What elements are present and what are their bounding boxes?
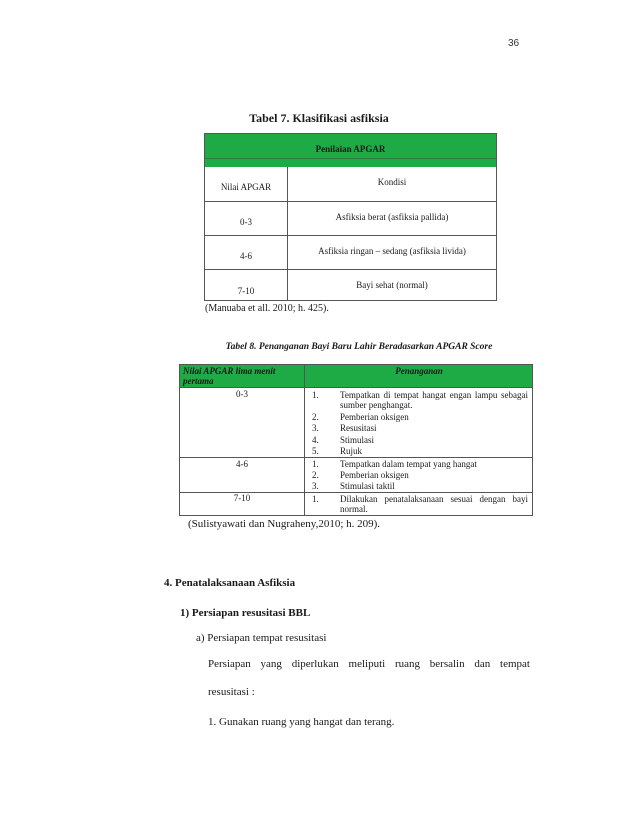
list-item: Stimulasi taktil: [340, 481, 395, 491]
table8-row-nilai: 4-6: [236, 459, 248, 469]
list-item-number: 1.: [312, 494, 319, 504]
table7-group-header-label: Penilaian APGAR: [315, 144, 386, 154]
table7-source: (Manuaba et all. 2010; h. 425).: [205, 303, 329, 314]
table8-source: (Sulistyawati dan Nugraheny,2010; h. 209).: [188, 518, 381, 530]
table8-title: Tabel 8. Penanganan Bayi Baru Lahir Beradasarkan APGAR Score: [225, 342, 493, 352]
list-item-number: 3.: [312, 423, 319, 433]
list-item: Pemberian oksigen: [340, 412, 409, 422]
table7-row-divider: [205, 201, 496, 202]
table8: [179, 364, 533, 516]
paragraph-line: resusitasi :: [208, 686, 255, 698]
list-item-number: 5.: [312, 446, 319, 456]
list-item-number: 2.: [312, 412, 319, 422]
list-item: Stimulasi: [340, 435, 375, 445]
list-item-number: 2.: [312, 470, 319, 480]
numbered-item: 1. Gunakan ruang yang hangat dan terang.: [208, 716, 395, 728]
table8-header: [180, 365, 532, 387]
table8-col1-header: Nilai APGAR lima menit pertama: [183, 366, 276, 386]
table8-row-divider: [180, 457, 532, 458]
table7-row-kondisi: Asfiksia ringan – sedang (asfiksia livida): [318, 246, 466, 256]
list-item: Dilakukan penatalaksanaan sesuai dengan bayi normal.: [340, 494, 528, 514]
table7-row-nilai: 4-6: [240, 251, 252, 261]
table7-row-divider: [205, 235, 496, 236]
paragraph-line: Persiapan yang diperlukan meliputi ruang bersalin dan tempat: [208, 658, 530, 670]
table7-row-divider: [205, 269, 496, 270]
sub-item-a: a) Persiapan tempat resusitasi: [196, 632, 327, 644]
table7-group-header: [205, 134, 496, 167]
table8-row-nilai: 7-10: [233, 493, 251, 503]
list-item-number: 3.: [312, 481, 319, 491]
list-item-number: 1.: [312, 459, 319, 469]
page-number: 36: [508, 38, 520, 49]
list-item: Rujuk: [340, 446, 363, 456]
table8-row-divider: [180, 387, 532, 388]
table7-row-nilai: 7-10: [237, 286, 255, 296]
section-heading: 4. Penatalaksanaan Asfiksia: [164, 577, 296, 589]
table8-row-nilai: 0-3: [236, 389, 248, 399]
table7-row-kondisi: Asfiksia berat (asfiksia pallida): [335, 212, 449, 222]
list-item: Pemberian oksigen: [340, 470, 409, 480]
table7-col1-header: Nilai APGAR: [220, 182, 272, 192]
table7-col2-header: Kondisi: [377, 177, 407, 187]
list-item: Tempatkan di tempat hangat engan lampu sebagai sumber penghangat.: [340, 390, 528, 410]
table7-row-kondisi: Bayi sehat (normal): [356, 280, 428, 290]
table8-col2-header: Penanganan: [395, 366, 443, 376]
table7-header-divider: [205, 158, 496, 159]
table7-title: Tabel 7. Klasifikasi asfiksia: [249, 111, 389, 125]
table7: [204, 133, 497, 301]
table7-row-nilai: 0-3: [240, 217, 252, 227]
list-item: Tempatkan dalam tempat yang hangat: [340, 459, 477, 469]
list-item: Resusitasi: [340, 423, 377, 433]
list-item-number: 4.: [312, 435, 319, 445]
list-item-number: 1.: [312, 390, 319, 400]
sub-heading: 1) Persiapan resusitasi BBL: [180, 607, 311, 619]
